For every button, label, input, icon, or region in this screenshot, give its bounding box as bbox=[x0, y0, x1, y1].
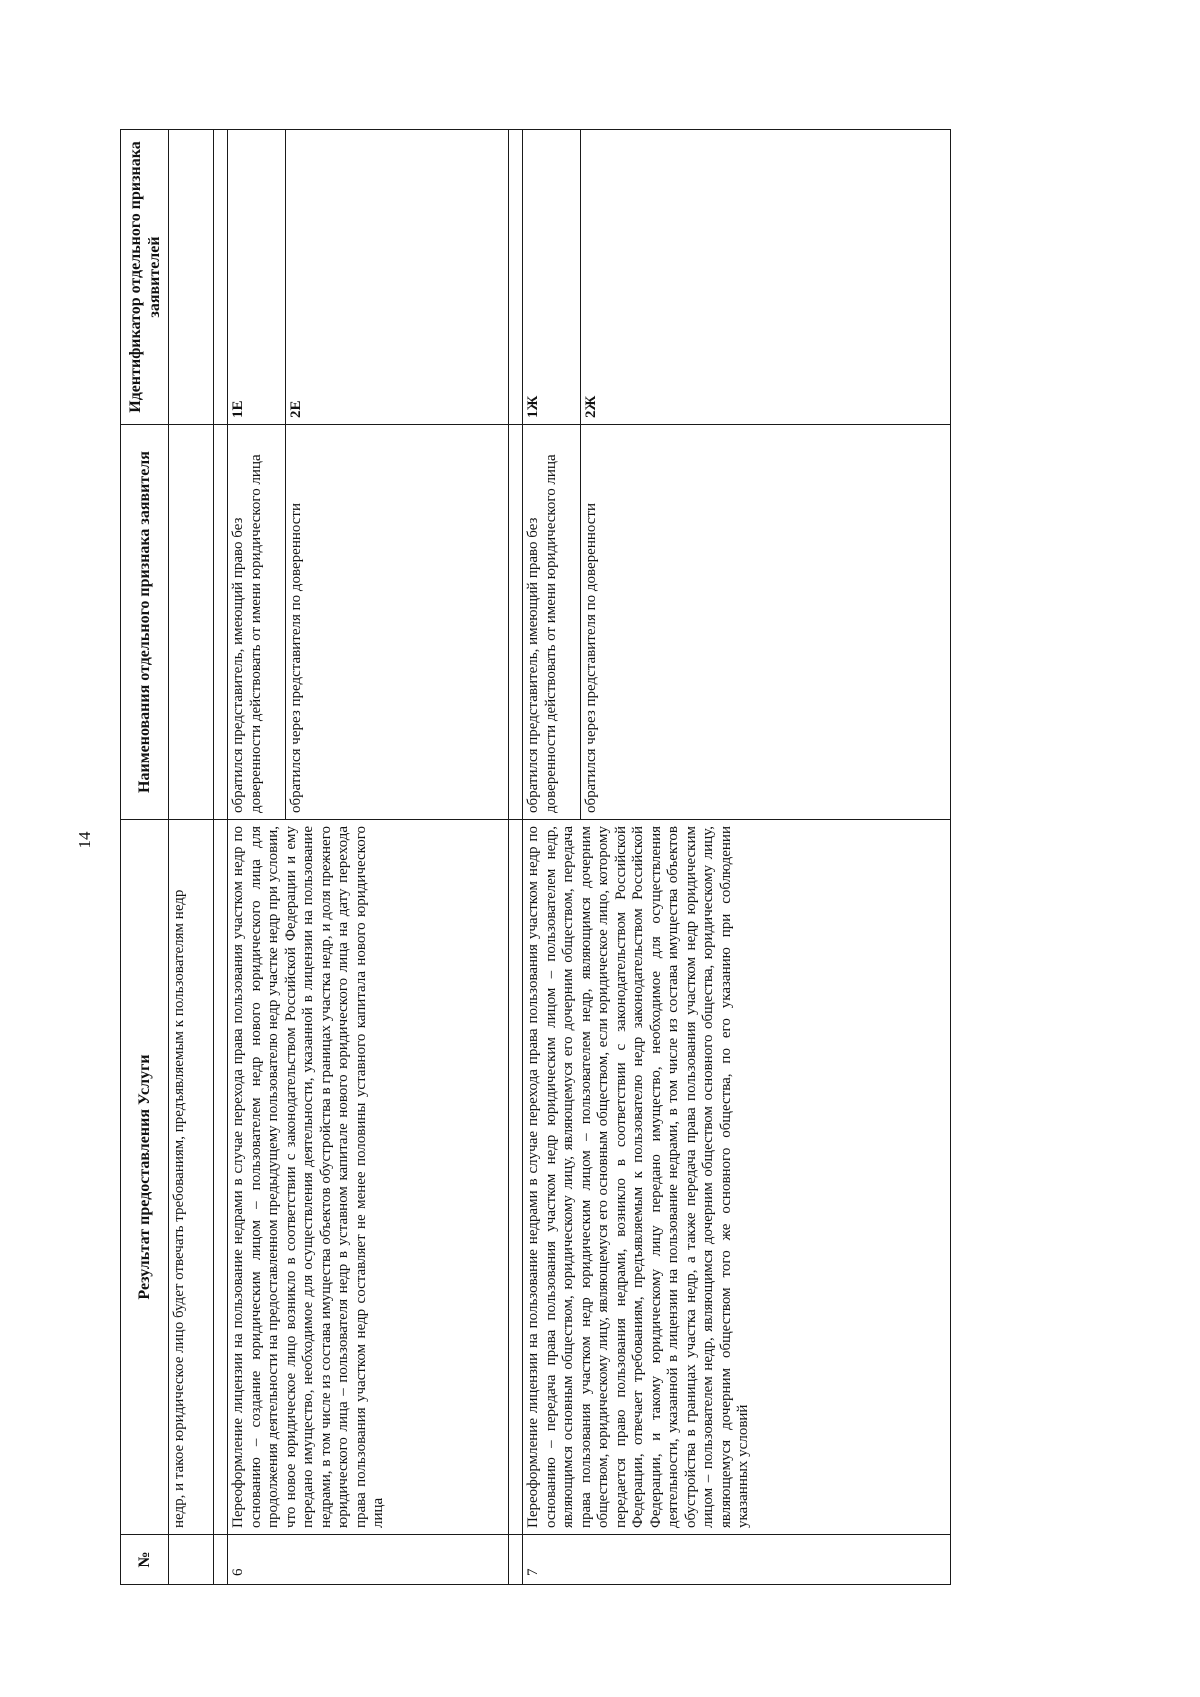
table-row-7a bbox=[523, 130, 581, 1585]
cell-id bbox=[169, 130, 214, 425]
cell-result: недр, и такое юридическое лицо будет отвечать требованиям, предъявляемым к пользователям недр bbox=[169, 820, 214, 1535]
row6-num: 6 bbox=[228, 1535, 509, 1585]
row7-sub2-name: обратился через представителя по доверенности bbox=[581, 425, 951, 820]
page-number: 14 bbox=[75, 831, 94, 849]
row7-result: Переоформление лицензии на пользование недрами в случае перехода права пользования участком недр по основанию – передача права пользования участком недр юридическим лицом – пользователем недр, являющимся основным обществом, юридическому лицу, являющемуся его дочерним обществом, передача права пользования участком недр юридическим лицом – пользователем недр, являющимся дочерним обществом, юридическому лицу, являющемуся его основным обществом, если юридическое лицо, которому передается право пользования недрами, возникло в соответствии с законодательством Российской Федерации, отвечает требованиям, предъявляемым к пользователю недр законодательством Российской Федерации, и такому юридическому лицу передано имущество, необходимое для осуществления деятельности, указанной в лицензии на пользование недрами, в том числе из состава имущества объектов обустройства в границах участка недр, а также передача права пользования участком недр юридическим лицом – пользователем недр, являющимся дочерним обществом основного общества, юридическому лицу, являющемуся дочерним обществом того же основного общества, по его указанию при соблюдении указанных условий bbox=[523, 820, 951, 1535]
row6-result: Переоформление лицензии на пользование недрами в случае перехода права пользования участком недр по основанию – создание юридическим лицом – пользователем недр нового юридического лица для продолжения деятельности на предоставленном предыдущему пользователю недр участке недр при условии, что новое юридическое лицо возникло в соответствии с законодательством Российской Федерации и ему передано имущество, необходимое для осуществления деятельности, указанной в лицензии на пользование недрами, в том числе из состава имущества объектов обустройства в границах участка недр, и доля прежнего юридического лица – пользователя недр в уставном капитале нового юридического лица на дату перехода права пользования участком недр составляет не менее половины уставного капитала нового юридического лица bbox=[228, 820, 509, 1535]
table-row-separator bbox=[214, 130, 228, 1585]
header-result: Результат предоставления Услуги bbox=[121, 820, 169, 1535]
header-num: № bbox=[121, 1535, 169, 1585]
row6-sub2-name: обратился через представителя по доверенности bbox=[286, 425, 509, 820]
header-name: Наименования отдельного признака заявителя bbox=[121, 425, 169, 820]
cell-num bbox=[169, 1535, 214, 1585]
table-row-6a bbox=[228, 130, 286, 1585]
row7-sub1-code: 1Ж bbox=[523, 130, 581, 425]
header-id: Идентификатор отдельного признака заявителей bbox=[121, 130, 169, 425]
row6-sub1-code: 1Е bbox=[228, 130, 286, 425]
row6-sub2-code: 2Е bbox=[286, 130, 509, 425]
cell-name bbox=[169, 425, 214, 820]
rotated-table-container bbox=[120, 130, 950, 1585]
row7-num: 7 bbox=[523, 1535, 951, 1585]
row6-sub1-name: обратился представитель, имеющий право без доверенности действовать от имени юридического лица bbox=[228, 425, 286, 820]
row7-sub2-code: 2Ж bbox=[581, 130, 951, 425]
row7-sub1-name: обратился представитель, имеющий право без доверенности действовать от имени юридического лица bbox=[523, 425, 581, 820]
services-table bbox=[120, 129, 951, 1585]
table-row-continuation bbox=[169, 130, 214, 1585]
table-row-separator bbox=[509, 130, 523, 1585]
table-header-row bbox=[121, 130, 169, 1585]
